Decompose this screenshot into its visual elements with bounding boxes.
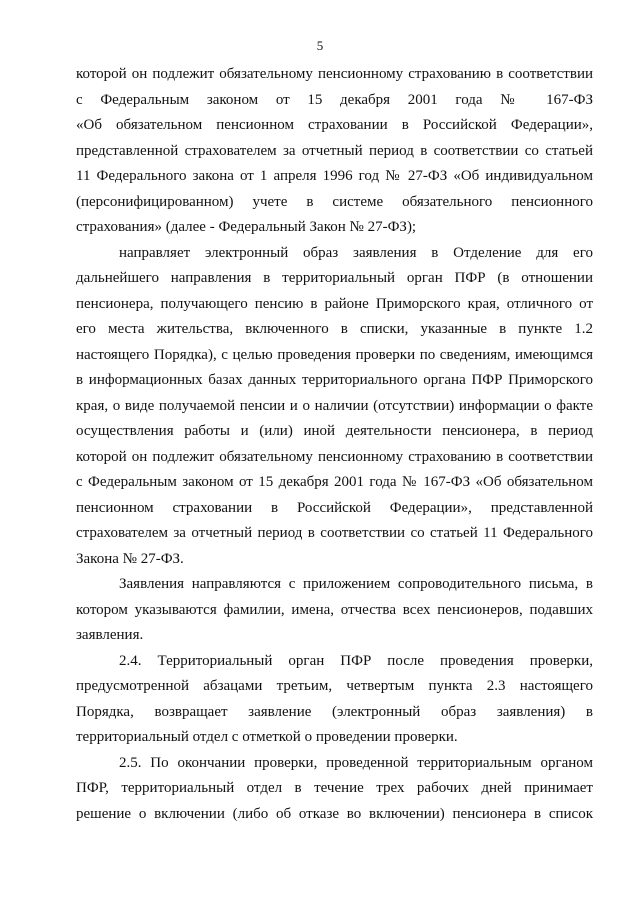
text-line: пенсионном страховании в Российской Федерации», представленной [76, 499, 593, 516]
text-line: Заявления направляются с приложением сопроводительного письма, в [119, 576, 593, 592]
paragraph-2-5 [76, 751, 593, 828]
text-line: страхователем за отчетный период в соответствии со статьей 11 Федерального [76, 525, 593, 541]
paragraph-3 [76, 572, 593, 649]
paragraph-1 [76, 62, 593, 241]
text-line: его места жительства, включенного в списки, указанные в пункте 1.2 [76, 321, 593, 337]
text-line: ПФР, территориальный отдел в течение трех рабочих дней принимает [76, 780, 593, 796]
text-line: (персонифицированном) учете в системе обязательного пенсионного [76, 193, 593, 210]
text-line: с Федеральным законом от 15 декабря 2001 года № 167-ФЗ [76, 91, 593, 108]
text-line: заявления. [76, 627, 144, 643]
text-line: «Об обязательном пенсионном страховании в Российской Федерации», [76, 117, 593, 133]
text-line: настоящего Порядка), с целью проведения проверки по сведениям, имеющимся [76, 346, 593, 363]
paragraph-2-4 [76, 649, 593, 751]
text-line: решение о включении (либо об отказе во включении) пенсионера в список [76, 805, 593, 822]
text-line: котором указываются фамилии, имена, отчества всех пенсионеров, подавших [76, 601, 593, 618]
text-line: осуществления работы и (или) иной деятельности пенсионера, в период [76, 423, 593, 439]
text-line: которой он подлежит обязательному пенсионному страхованию в соответствии [76, 448, 593, 465]
text-line: страхования» (далее - Федеральный Закон № 27-ФЗ); [76, 219, 417, 235]
text-line: в информационных базах данных территориального органа ПФР Приморского [76, 372, 593, 388]
text-line: Порядка, возвращает заявление (электронный образ заявления) в [76, 703, 593, 720]
text-line: предусмотренной абзацами третьим, четвертым пункта 2.3 настоящего [76, 678, 593, 694]
text-line: дальнейшего направления в территориальный орган ПФР (в отношении [76, 270, 593, 286]
text-line: направляет электронный образ заявления в Отделение для его [119, 244, 593, 261]
text-line: 2.4. Территориальный орган ПФР после проведения проверки, [119, 652, 593, 669]
text-line: пенсионера, получающего пенсию в районе Приморского края, отличного от [76, 295, 593, 312]
text-line: которой он подлежит обязательному пенсионному страхованию в соответствии [76, 66, 593, 82]
text-line: 2.5. По окончании проверки, проведенной территориальным органом [119, 754, 593, 771]
text-line: края, о виде получаемой пенсии и о наличии (отсутствии) информации о факте [76, 397, 593, 414]
page-number: 5 [316, 38, 324, 53]
paragraph-2 [76, 241, 593, 573]
document-body [76, 62, 593, 827]
text-line: территориальный отдел с отметкой о проведении проверки. [76, 729, 458, 745]
text-line: 11 Федерального закона от 1 апреля 1996 год № 27-ФЗ «Об индивидуальном [76, 168, 593, 184]
text-line: с Федеральным законом от 15 декабря 2001 года № 167-ФЗ «Об обязательном [76, 474, 593, 490]
text-line: Закона № 27-ФЗ. [76, 550, 184, 567]
text-line: представленной страхователем за отчетный период в соответствии со статьей [76, 142, 593, 159]
